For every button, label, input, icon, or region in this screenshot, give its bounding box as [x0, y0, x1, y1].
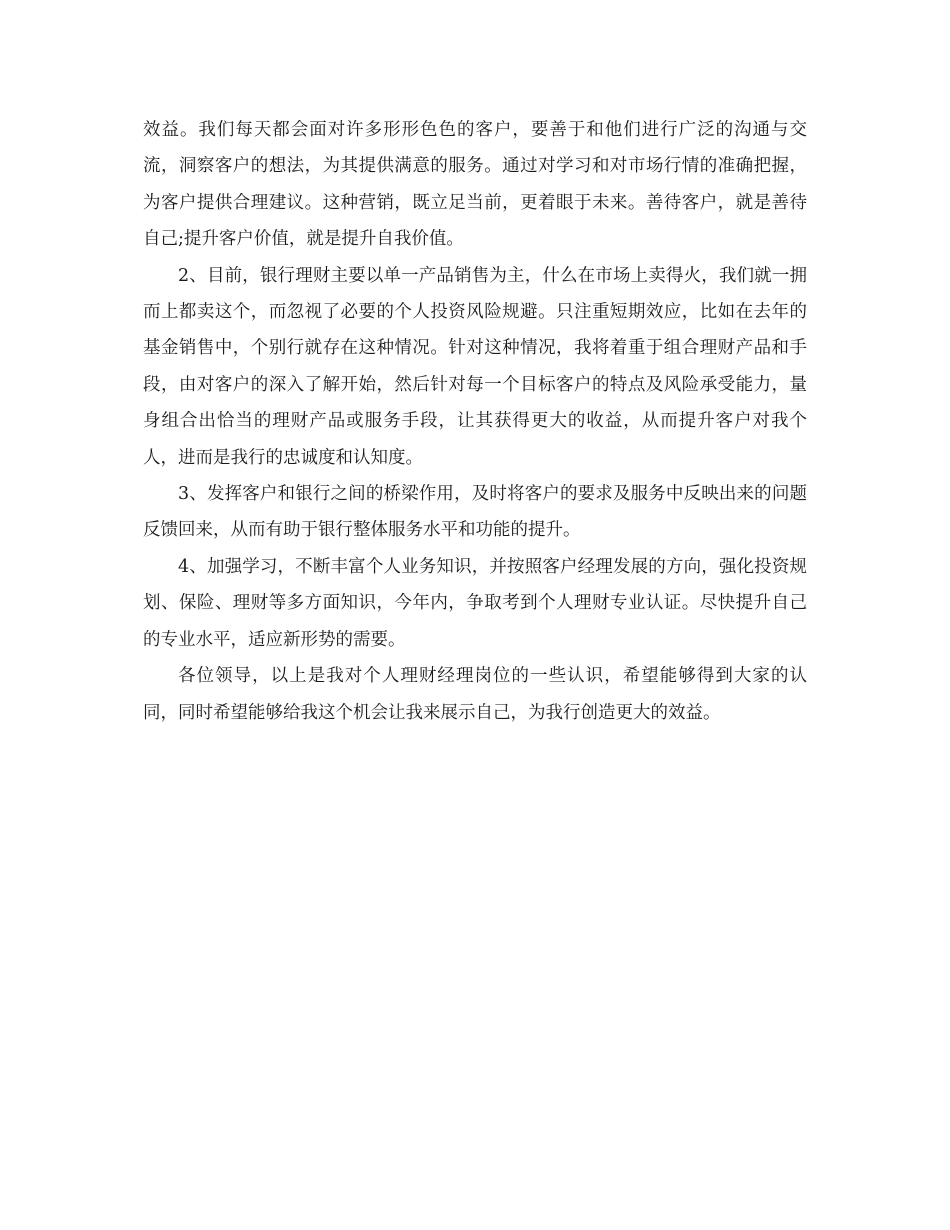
- paragraph-item-2: 2、目前，银行理财主要以单一产品销售为主，什么在市场上卖得火，我们就一拥而上都卖这个，而忽视了必要的个人投资风险规避。只注重短期效应，比如在去年的基金销售中，个别行就存在这种情况。针对这种情况，我将着重于组合理财产品和手段，由对客户的深入了解开始，然后针对每一个目标客户的特点及风险承受能力，量身组合出恰当的理财产品或服务手段，让其获得更大的收益，从而提升客户对我个人，进而是我行的忠诚度和认知度。: [143, 265, 807, 468]
- paragraph-continuation: 效益。我们每天都会面对许多形形色色的客户，要善于和他们进行广泛的沟通与交流，洞察客户的想法，为其提供满意的服务。通过对学习和对市场行情的准确把握，为客户提供合理建议。这种营销，既立足当前，更着眼于未来。善待客户，就是善待自己;提升客户价值，就是提升自我价值。: [143, 120, 807, 250]
- paragraph-item-3: 3、发挥客户和银行之间的桥梁作用，及时将客户的要求及服务中反映出来的问题反馈回来，从而有助于银行整体服务水平和功能的提升。: [143, 484, 807, 541]
- paragraph-closing: 各位领导，以上是我对个人理财经理岗位的一些认识，希望能够得到大家的认同，同时希望能够给我这个机会让我来展示自己，为我行创造更大的效益。: [143, 666, 807, 723]
- paragraph-item-4: 4、加强学习，不断丰富个人业务知识，并按照客户经理发展的方向，强化投资规划、保险、理财等多方面知识，今年内，争取考到个人理财专业认证。尽快提升自己的专业水平，适应新形势的需要。: [143, 556, 807, 650]
- document-body: [143, 112, 807, 731]
